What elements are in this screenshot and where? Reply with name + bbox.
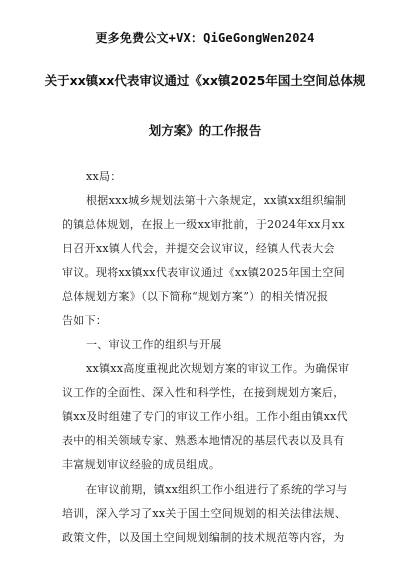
body-line: 丰富规划审议经验的成员组成。 <box>62 458 221 471</box>
body-line: 的镇总体规划，在报上一级xx审批前，于2024年xx月xx <box>62 218 345 231</box>
body-line: xx镇xx高度重视此次规划方案的审议工作。为确保审 <box>86 362 350 375</box>
body-line: 表中的相关领域专家、熟悉本地情况的基层代表以及具有 <box>62 434 345 447</box>
body-line: 日召开xx镇人代会，并提交会议审议，经镇人代表大会 <box>62 242 335 255</box>
body-line: 根据xxx城乡规划法第十六条规定，xx镇xx组织编制 <box>86 194 347 207</box>
body-line: 审议。现将xx镇xx代表审议通过《xx镇2025年国土空间 <box>62 266 345 279</box>
body-line: 告如下： <box>62 314 108 327</box>
body-line: 在审议前期，镇xx组织工作小组进行了系统的学习与 <box>86 483 348 496</box>
salutation: xx局： <box>86 170 122 183</box>
body-line: 总体规划方案》（以下简称“规划方案”）的相关情况报 <box>62 290 329 303</box>
document-title-line-1: 关于xx镇xx代表审议通过《xx镇2025年国土空间总体规 <box>44 73 366 88</box>
body-line: 培训，深入学习了xx关于国土空间规划的相关法律法规、 <box>62 507 347 520</box>
section-heading: 一、审议工作的组织与开展 <box>86 338 222 351</box>
body-line: 镇xx及时组建了专门的审议工作小组。工作小组由镇xx代 <box>62 410 348 423</box>
body-line: 政策文件，以及国土空间规划编制的技术规范等内容，为 <box>62 531 345 544</box>
document-title-line-2: 划方案》的工作报告 <box>148 123 262 138</box>
watermark-header: 更多免费公文+VX：QiGeGongWen2024 <box>95 31 315 45</box>
body-line: 议工作的全面性、深入性和科学性，在接到规划方案后， <box>62 386 345 399</box>
